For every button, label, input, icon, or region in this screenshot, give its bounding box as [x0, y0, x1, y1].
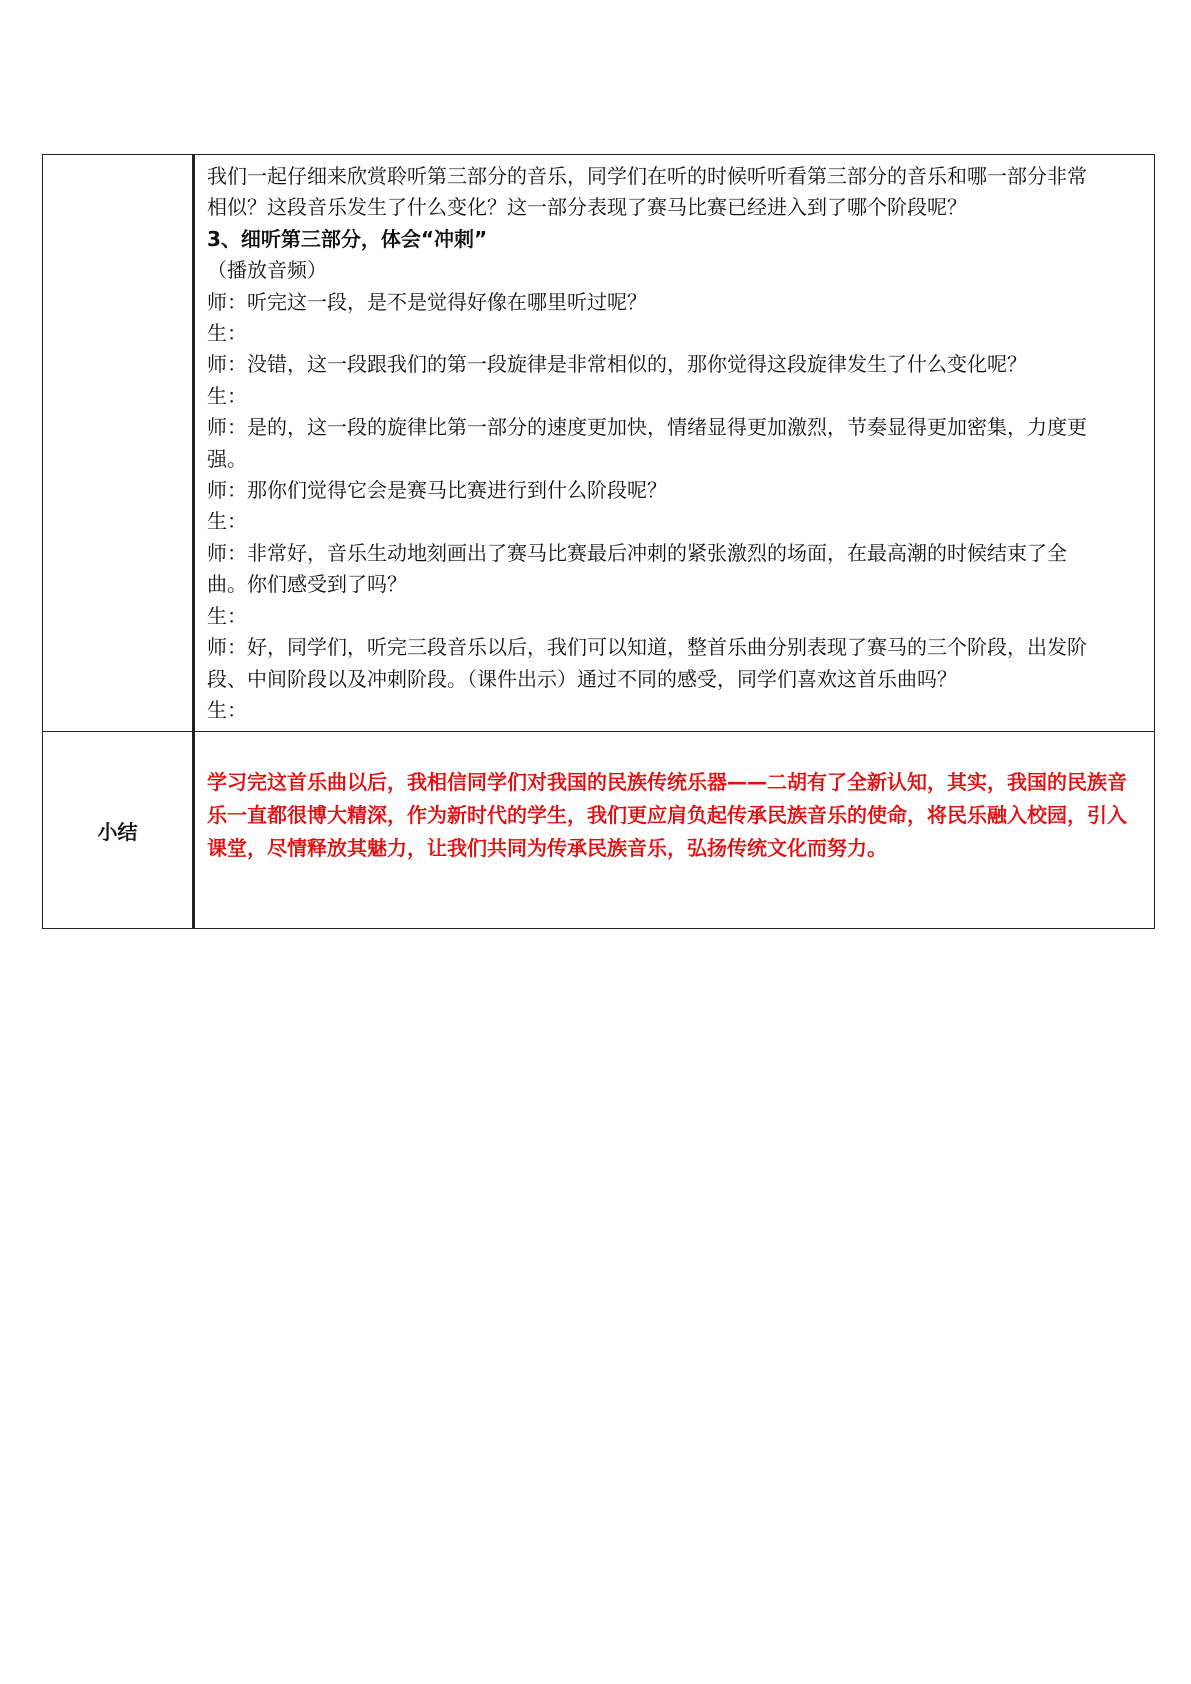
teacher-line: 师：是的，这一段的旋律比第一部分的速度更加快，情绪显得更加激烈，节奏显得更加密集，力度更: [207, 415, 1087, 440]
summary-label: 小结: [43, 732, 194, 929]
summary-text: 学习完这首乐曲以后，我相信同学们对我国的民族传统乐器——二胡有了全新认知，其实，我国的民族音乐一直都很博大精深，作为新时代的学生，我们更应肩负起传承民族音乐的使命，将民乐融入校园，引入课堂，尽情释放其魅力，让我们共同为传承民族音乐，弘扬传统文化而努力。: [207, 769, 1127, 860]
teacher-line: 师：好，同学们，听完三段音乐以后，我们可以知道，整首乐曲分别表现了赛马的三个阶段，出发阶: [207, 635, 1087, 660]
teacher-line: 师：非常好，音乐生动地刻画出了赛马比赛最后冲刺的紧张激烈的场面，在最高潮的时候结束了全: [207, 540, 1067, 565]
text-line: 相似？这段音乐发生了什么变化？这一部分表现了赛马比赛已经进入到了哪个阶段呢？: [207, 195, 967, 220]
table-row-summary: [43, 732, 1155, 929]
text-line: 我们一起仔细来欣赏聆听第三部分的音乐，同学们在听的时候听听看第三部分的音乐和哪一部分非常: [207, 164, 1087, 188]
text-line: （播放音频）: [207, 258, 327, 283]
teacher-line: 师：听完这一段，是不是觉得好像在哪里听过呢？: [207, 289, 647, 314]
table-row-teaching-process: [43, 155, 1155, 732]
student-line: 生：: [207, 383, 247, 408]
row-label-cell-empty: [43, 155, 194, 732]
teacher-line: 师：没错，这一段跟我们的第一段旋律是非常相似的，那你觉得这段旋律发生了什么变化呢？: [207, 352, 1027, 377]
text-line: 强。: [207, 446, 247, 471]
student-line: 生：: [207, 321, 247, 346]
content-cell-dialogue: [194, 155, 1155, 732]
teacher-line: 师：那你们觉得它会是赛马比赛进行到什么阶段呢？: [207, 478, 667, 503]
text-line: 曲。你们感受到了吗？: [207, 572, 407, 597]
student-line: 生：: [207, 603, 247, 628]
section-heading: 3、细听第三部分，体会“冲刺”: [207, 226, 488, 251]
lesson-plan-table: [42, 154, 1155, 929]
student-line: 生：: [207, 697, 247, 722]
student-line: 生：: [207, 509, 247, 534]
summary-cell: [194, 732, 1155, 929]
text-line: 段、中间阶段以及冲刺阶段。（课件出示）通过不同的感受，同学们喜欢这首乐曲吗？: [207, 666, 957, 691]
